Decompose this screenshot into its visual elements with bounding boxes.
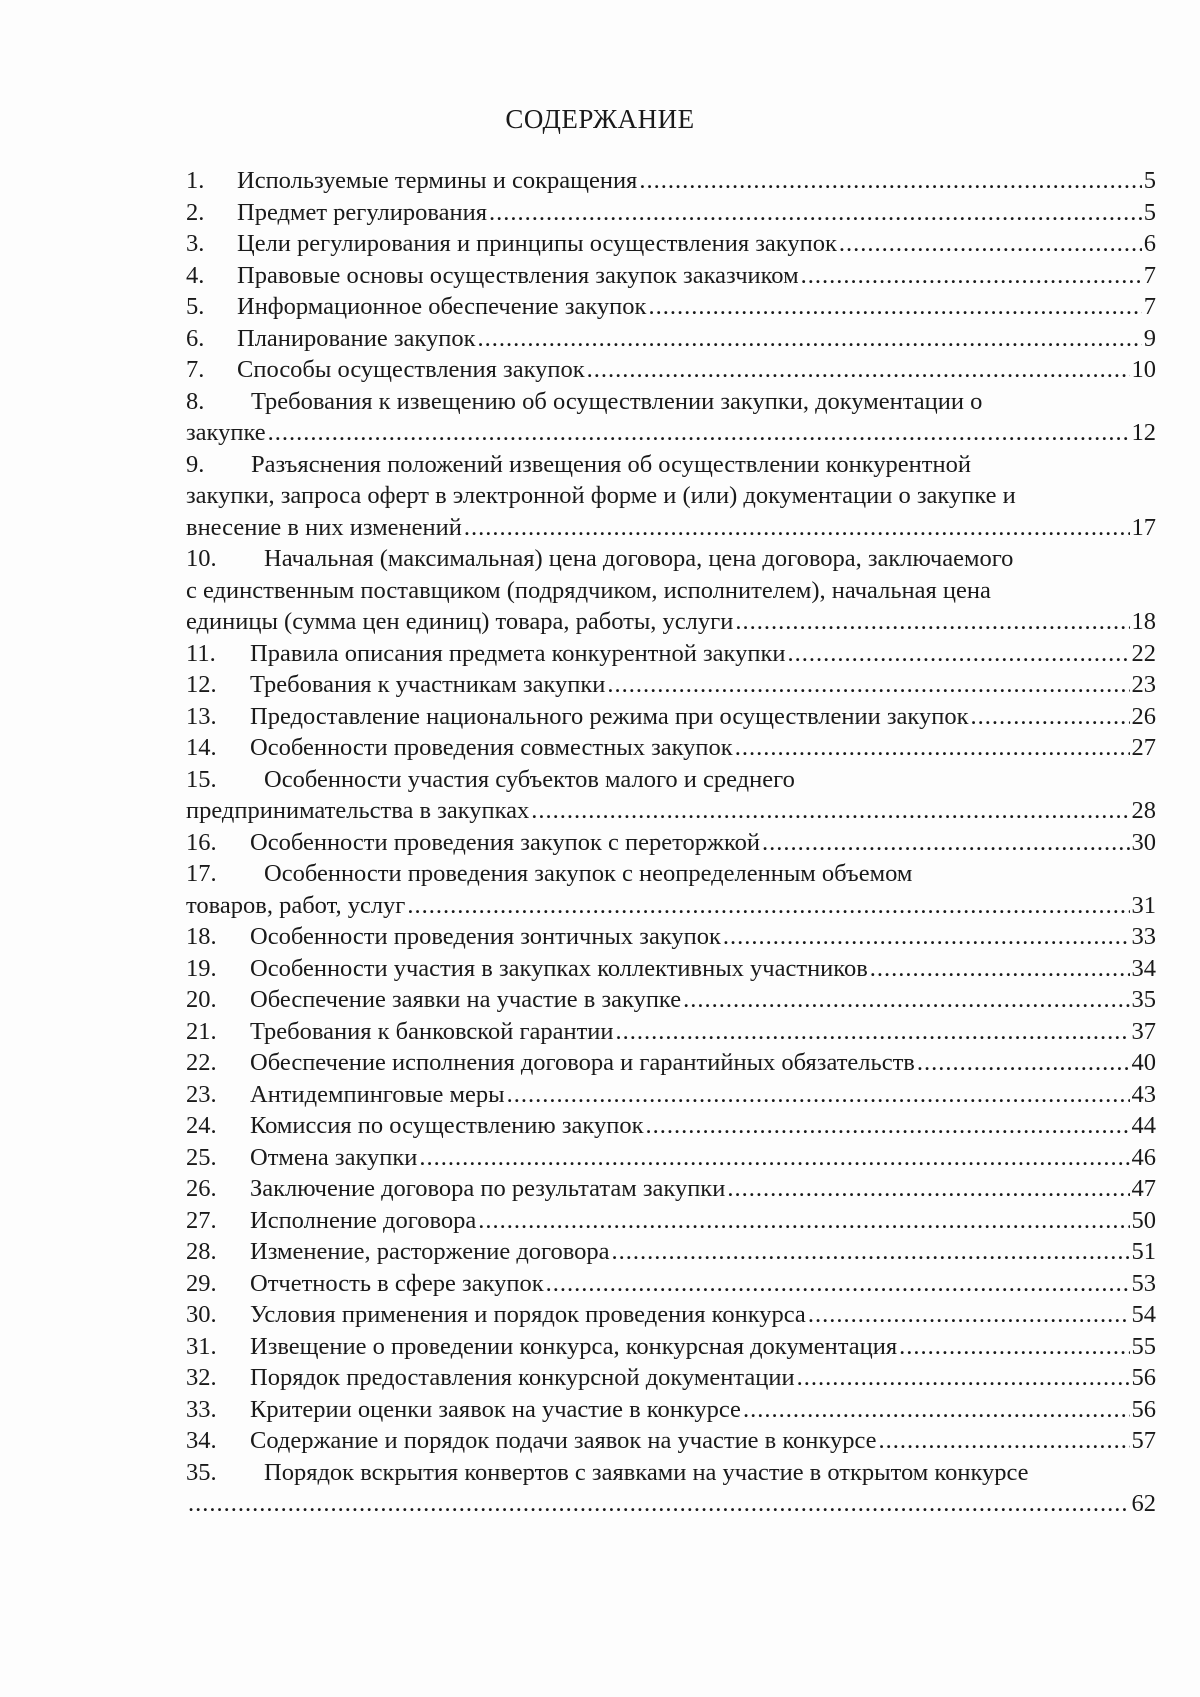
- toc-entry[interactable]: [186, 1425, 1156, 1457]
- toc-entry-title: Предмет регулирования: [237, 198, 487, 226]
- toc-entry[interactable]: [186, 1362, 1156, 1394]
- toc-entry-title: Обеспечение исполнения договора и гарантийных обязательств: [250, 1049, 915, 1076]
- toc-page-number: 40: [1131, 1049, 1156, 1076]
- toc-page-number: 62: [1131, 1490, 1156, 1517]
- toc-entry-number: 1.: [186, 167, 205, 194]
- toc-page-number: 26: [1131, 702, 1156, 730]
- toc-entry-number: 20.: [186, 986, 217, 1013]
- toc-leader-dots: [607, 669, 1129, 701]
- toc-entry[interactable]: [186, 1394, 1156, 1426]
- toc-page-number: 7: [1143, 261, 1156, 289]
- toc-entry-number: 4.: [186, 261, 205, 289]
- toc-leader-dots: [797, 1362, 1130, 1394]
- toc-entry-title: Заключение договора по результатам закупки: [250, 1175, 726, 1202]
- toc-leader-dots: [612, 1236, 1130, 1268]
- toc-entry-title: Требования к извещению об осуществлении закупки, документации о: [251, 387, 983, 415]
- toc-leader-dots: [735, 606, 1129, 638]
- toc-entry-title: Используемые термины и сокращения: [237, 167, 638, 194]
- toc-entry-title: Порядок предоставления конкурсной документации: [250, 1364, 795, 1391]
- toc-entry[interactable]: [186, 638, 1156, 670]
- toc-page-number: 12: [1131, 419, 1156, 446]
- toc-entry[interactable]: [186, 1299, 1156, 1331]
- toc-entry-title: Комиссия по осуществлению закупок: [250, 1112, 644, 1139]
- toc-entry-title: Порядок вскрытия конвертов с заявками на участие в открытом конкурсе: [264, 1458, 1029, 1486]
- toc-page-number: 28: [1131, 797, 1156, 824]
- toc-entry-title: Планирование закупок: [237, 324, 476, 352]
- toc-page-number: 18: [1131, 608, 1156, 635]
- toc-entry-title: Особенности участия в закупках коллективных участников: [250, 954, 868, 982]
- toc-entry-title: Правила описания предмета конкурентной закупки: [250, 639, 786, 667]
- toc-entry-title: Особенности проведения зонтичных закупок: [250, 923, 721, 950]
- toc-entry[interactable]: [186, 354, 1156, 386]
- toc-entry-number: 16.: [186, 828, 217, 856]
- toc-leader-dots: [743, 1394, 1130, 1426]
- toc-page-number: 27: [1131, 734, 1156, 761]
- toc-entry-title: Разъяснения положений извещения об осуществлении конкурентной: [251, 450, 971, 478]
- toc-leader-dots: [723, 921, 1130, 953]
- toc-entry[interactable]: [186, 1457, 1156, 1520]
- toc-entry-title: Требования к банковской гарантии: [250, 1017, 614, 1045]
- toc-entry-title: закупке: [186, 419, 266, 446]
- toc-page-number: 5: [1143, 167, 1156, 194]
- toc-entry[interactable]: [186, 1016, 1156, 1048]
- toc-entry-number: 26.: [186, 1175, 217, 1202]
- toc-entry-title: товаров, работ, услуг: [186, 891, 406, 919]
- toc-page-number: 30: [1131, 828, 1156, 856]
- toc-leader-dots: [787, 638, 1129, 670]
- toc-entry[interactable]: [186, 165, 1156, 197]
- toc-entry-title: Отмена закупки: [250, 1143, 418, 1171]
- toc-entry[interactable]: [186, 1205, 1156, 1237]
- toc-page-number: 55: [1131, 1332, 1156, 1360]
- toc-entry-title: Информационное обеспечение закупок: [237, 293, 647, 320]
- toc-entry-title: закупки, запроса оферт в электронной форме и (или) документации о закупке и: [186, 482, 1016, 509]
- toc-page-number: 10: [1131, 356, 1156, 383]
- toc-entry-title: Способы осуществления закупок: [237, 356, 585, 383]
- toc-leader-dots: [464, 512, 1130, 544]
- toc-leader-dots: [477, 323, 1141, 355]
- toc-entry[interactable]: [186, 1142, 1156, 1174]
- toc-entry-title: Цели регулирования и принципы осуществления закупок: [237, 230, 837, 257]
- toc-entry-title: Критерии оценки заявок на участие в конкурсе: [250, 1395, 741, 1423]
- toc-entry-title: Исполнение договора: [250, 1206, 477, 1234]
- toc-page-number: 56: [1131, 1395, 1156, 1423]
- toc-page-number: 37: [1131, 1017, 1156, 1045]
- toc-entry-number: 8.: [186, 387, 205, 415]
- toc-entry[interactable]: [186, 260, 1156, 292]
- toc-entry-title: Требования к участникам закупки: [250, 671, 606, 698]
- toc-entry-title: внесение в них изменений: [186, 513, 462, 541]
- toc-entry-number: 18.: [186, 923, 217, 950]
- toc-entry[interactable]: [186, 764, 1156, 827]
- toc-entry[interactable]: [186, 827, 1156, 859]
- toc-leader-dots: [616, 1016, 1130, 1048]
- toc-entry[interactable]: [186, 543, 1156, 638]
- toc-page-number: 51: [1131, 1238, 1156, 1265]
- toc-page-number: 34: [1131, 954, 1156, 982]
- toc-entry[interactable]: [186, 732, 1156, 764]
- toc-entry[interactable]: [186, 1047, 1156, 1079]
- toc-entry-title: Обеспечение заявки на участие в закупке: [250, 986, 682, 1013]
- toc-entry-number: 29.: [186, 1269, 217, 1297]
- toc-entry-title: Особенности проведения закупок с неопределенным объемом: [264, 860, 913, 887]
- toc-entry[interactable]: [186, 228, 1156, 260]
- toc-leader-dots: [808, 1299, 1130, 1331]
- toc-leader-dots: [268, 417, 1130, 449]
- toc-entry-title: Условия применения и порядок проведения конкурса: [250, 1301, 806, 1328]
- toc-entry-title: Правовые основы осуществления закупок заказчиком: [237, 261, 799, 289]
- toc-entry-number: 30.: [186, 1301, 217, 1328]
- toc-entry-number: 13.: [186, 702, 217, 730]
- toc-entry-number: 15.: [186, 765, 217, 793]
- toc-page-number: 6: [1143, 230, 1156, 257]
- toc-entry[interactable]: [186, 1079, 1156, 1111]
- toc-entry-number: 22.: [186, 1049, 217, 1076]
- toc-leader-dots: [645, 1110, 1129, 1142]
- toc-leader-dots: [801, 260, 1142, 292]
- toc-entry[interactable]: [186, 1236, 1156, 1268]
- toc-leader-dots: [639, 165, 1141, 197]
- toc-page-number: 56: [1131, 1364, 1156, 1391]
- toc-leader-dots: [727, 1173, 1129, 1205]
- toc-page-number: 53: [1131, 1269, 1156, 1297]
- toc-entry-number: 3.: [186, 230, 205, 257]
- table-of-contents: [186, 165, 1156, 1520]
- toc-entry-title: Содержание и порядок подачи заявок на участие в конкурсе: [250, 1427, 877, 1454]
- toc-entry[interactable]: [186, 669, 1156, 701]
- toc-entry-title: Особенности проведения совместных закупок: [250, 734, 733, 761]
- toc-page-number: 46: [1131, 1143, 1156, 1171]
- toc-leader-dots: [188, 1488, 1130, 1520]
- toc-entry-number: 32.: [186, 1364, 217, 1391]
- toc-entry-number: 31.: [186, 1332, 217, 1360]
- toc-entry-title: предпринимательства в закупках: [186, 797, 530, 824]
- toc-page-number: 9: [1143, 324, 1156, 352]
- toc-entry-number: 7.: [186, 356, 205, 383]
- toc-entry-title: Особенности проведения закупок с переторжкой: [250, 828, 760, 856]
- toc-page-number: 43: [1131, 1080, 1156, 1108]
- toc-entry[interactable]: [186, 921, 1156, 953]
- toc-leader-dots: [507, 1079, 1130, 1111]
- toc-leader-dots: [839, 228, 1142, 260]
- toc-page-number: 57: [1131, 1427, 1156, 1454]
- toc-entry-title: Особенности участия субъектов малого и среднего: [264, 765, 795, 793]
- toc-entry-number: 11.: [186, 639, 216, 667]
- toc-page-number: 44: [1131, 1112, 1156, 1139]
- toc-entry-number: 28.: [186, 1238, 217, 1265]
- toc-entry[interactable]: [186, 1331, 1156, 1363]
- toc-page-number: 5: [1143, 198, 1156, 226]
- toc-entry-number: 35.: [186, 1458, 217, 1486]
- toc-entry-number: 21.: [186, 1017, 217, 1045]
- toc-entry-title: Отчетность в сфере закупок: [250, 1269, 544, 1297]
- toc-leader-dots: [735, 732, 1130, 764]
- toc-entry-number: 2.: [186, 198, 205, 226]
- toc-entry-number: 24.: [186, 1112, 217, 1139]
- toc-leader-dots: [971, 701, 1130, 733]
- toc-page-number: 31: [1131, 891, 1156, 919]
- toc-entry[interactable]: [186, 953, 1156, 985]
- toc-entry-number: 19.: [186, 954, 217, 982]
- toc-leader-dots: [407, 890, 1129, 922]
- toc-page-number: 7: [1143, 293, 1156, 320]
- toc-entry[interactable]: [186, 386, 1156, 449]
- toc-entry-title: единицы (сумма цен единиц) товара, работы, услуги: [186, 608, 734, 635]
- toc-page-number: 54: [1131, 1301, 1156, 1328]
- toc-leader-dots: [419, 1142, 1129, 1174]
- toc-entry-number: 5.: [186, 293, 205, 320]
- toc-entry-number: 10.: [186, 545, 217, 572]
- toc-entry[interactable]: [186, 1110, 1156, 1142]
- toc-leader-dots: [870, 953, 1130, 985]
- page-title: СОДЕРЖАНИЕ: [505, 104, 695, 134]
- toc-page-number: 35: [1131, 986, 1156, 1013]
- toc-leader-dots: [531, 795, 1129, 827]
- toc-page-number: 50: [1131, 1206, 1156, 1234]
- toc-entry-number: 25.: [186, 1143, 217, 1171]
- toc-entry[interactable]: [186, 197, 1156, 229]
- toc-entry-title: с единственным поставщиком (подрядчиком, исполнителем), начальная цена: [186, 576, 991, 604]
- toc-leader-dots: [879, 1425, 1130, 1457]
- toc-page-number: 23: [1131, 671, 1156, 698]
- toc-entry[interactable]: [186, 1268, 1156, 1300]
- toc-leader-dots: [489, 197, 1142, 229]
- toc-entry-number: 17.: [186, 860, 217, 887]
- toc-leader-dots: [648, 291, 1141, 323]
- toc-leader-dots: [917, 1047, 1130, 1079]
- toc-leader-dots: [587, 354, 1130, 386]
- toc-entry-number: 6.: [186, 324, 205, 352]
- toc-entry-number: 12.: [186, 671, 217, 698]
- toc-entry-title: Антидемпинговые меры: [250, 1080, 505, 1108]
- toc-entry-number: 27.: [186, 1206, 217, 1234]
- toc-entry-title: Предоставление национального режима при осуществлении закупок: [250, 702, 969, 730]
- toc-page-number: 17: [1131, 513, 1156, 541]
- toc-entry-number: 23.: [186, 1080, 217, 1108]
- toc-entry-title: Начальная (максимальная) цена договора, цена договора, заключаемого: [264, 545, 1014, 572]
- toc-leader-dots: [478, 1205, 1129, 1237]
- toc-leader-dots: [546, 1268, 1130, 1300]
- toc-entry-number: 9.: [186, 450, 205, 478]
- toc-entry[interactable]: [186, 449, 1156, 544]
- toc-entry-title: Извещение о проведении конкурса, конкурсная документация: [250, 1332, 898, 1360]
- toc-entry-number: 14.: [186, 734, 217, 761]
- toc-entry[interactable]: [186, 984, 1156, 1016]
- toc-leader-dots: [899, 1331, 1129, 1363]
- toc-entry[interactable]: [186, 858, 1156, 921]
- toc-entry[interactable]: [186, 1173, 1156, 1205]
- toc-page-number: 33: [1131, 923, 1156, 950]
- toc-entry-number: 33.: [186, 1395, 217, 1423]
- toc-leader-dots: [762, 827, 1130, 859]
- toc-entry-title: Изменение, расторжение договора: [250, 1238, 610, 1265]
- toc-entry[interactable]: [186, 323, 1156, 355]
- toc-entry-number: 34.: [186, 1427, 217, 1454]
- toc-entry[interactable]: [186, 291, 1156, 323]
- toc-entry[interactable]: [186, 701, 1156, 733]
- toc-page-number: 47: [1131, 1175, 1156, 1202]
- toc-leader-dots: [683, 984, 1129, 1016]
- toc-page-number: 22: [1131, 639, 1156, 667]
